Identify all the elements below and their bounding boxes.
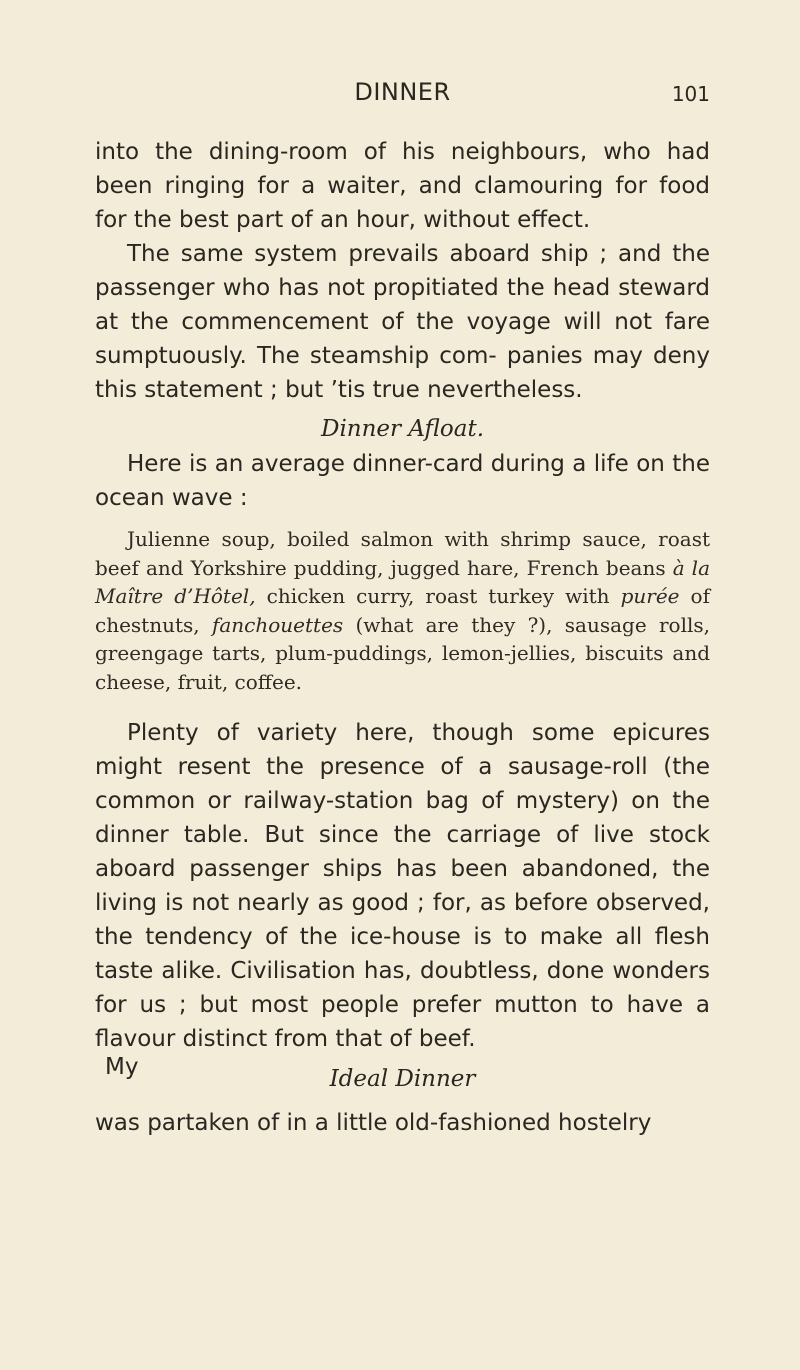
dinner-card-menu: [95, 525, 710, 696]
menu-text: of chestnuts,: [95, 584, 710, 637]
section-heading-ideal-dinner: [95, 1054, 710, 1106]
ideal-heading-my: My: [105, 1054, 139, 1080]
page-number: 101: [671, 82, 710, 106]
ideal-heading-title: Ideal Dinner: [329, 1066, 476, 1092]
paragraph-ship-system: The same system prevails aboard ship ; and the passenger who has not propitiated the head steward at the commencement of the voyage will not fare sumptuously. The steamship com- panies may deny this statement ; but ’tis true nevertheless.: [95, 241, 710, 403]
menu-italic-fanchouettes: fanchouettes: [211, 612, 344, 637]
page-body: [95, 135, 710, 1140]
paragraph-continuation: into the dining-room of his neighbours, who had been ringing for a waiter, and clamouring for food for the best part of an hour, without effect.: [95, 139, 710, 233]
menu-text: chicken curry, roast turkey with: [255, 584, 621, 608]
menu-text: (what are they ?), sausage rolls, greengage tarts, plum-puddings, lemon-jellies, biscuits and cheese, fruit, coffee.: [95, 612, 710, 694]
menu-text: Julienne soup, boiled salmon with shrimp sauce, roast beef and Yorkshire pudding, jugged hare, French beans: [95, 527, 710, 580]
running-head: DINNER: [354, 78, 451, 106]
paragraph-hostelry: was partaken of in a little old-fashioned hostelry: [95, 1110, 652, 1136]
paragraph-variety: Plenty of variety here, though some epicures might resent the presence of a sausage-roll (the common or railway-station bag of mystery) on the dinner table. But since the carriage of live stock aboard passenger ships has been abandoned, the living is not nearly as good ; for, as before observed, the tendency of the ice-house is to make all flesh taste alike. Civilisation has, doubtless, done wonders for us ; but most people prefer mutton to have a flavour distinct from that of beef.: [95, 720, 710, 1052]
section-heading-dinner-afloat: Dinner Afloat.: [321, 416, 484, 442]
menu-italic-maitre: à la Maître d’Hôtel,: [95, 555, 710, 608]
page-header: [95, 78, 710, 118]
menu-italic-puree: purée: [620, 584, 680, 608]
paragraph-dinner-card-intro: Here is an average dinner-card during a life on the ocean wave :: [95, 451, 710, 511]
